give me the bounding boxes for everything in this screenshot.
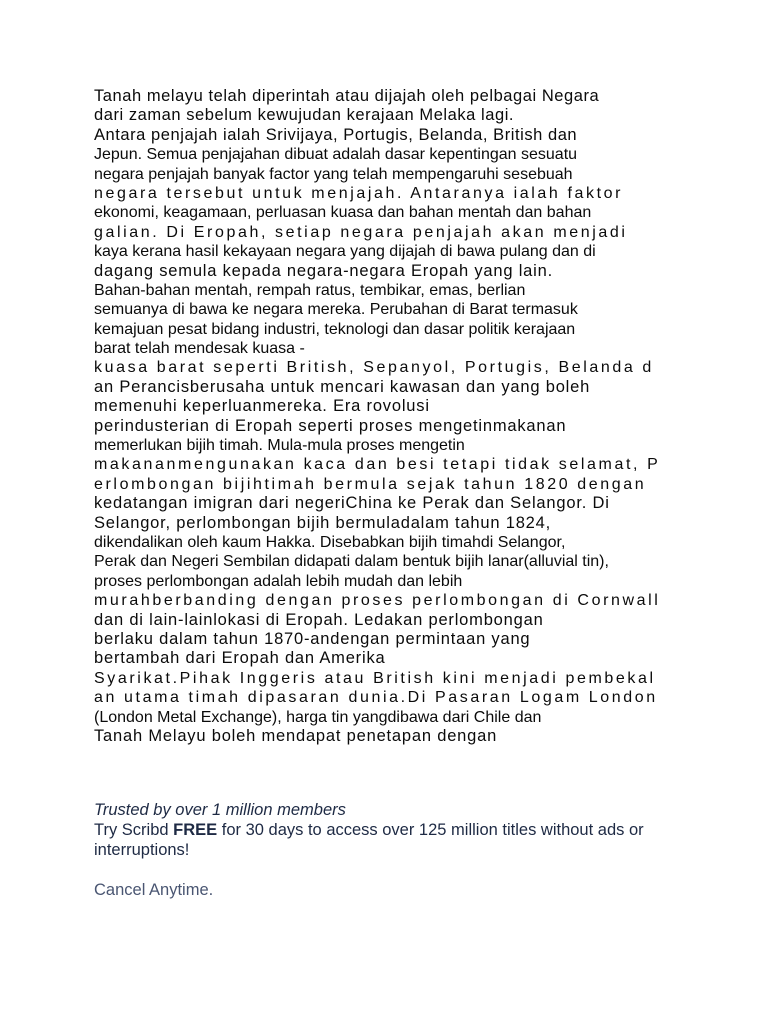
document-line: negara tersebut untuk menjajah. Antaranya ialah faktor	[94, 184, 624, 202]
document-line: murahberbanding dengan proses perlombongan di Cornwall	[94, 592, 661, 610]
document-line: bertambah dari Eropah dan Amerika	[94, 649, 386, 668]
document-line: an utama timah dipasaran dunia.Di Pasaran Logam London	[94, 689, 658, 707]
document-line: Tanah melayu telah diperintah atau dijajah oleh pelbagai Negara	[94, 87, 600, 105]
document-line: dan di lain-lainlokasi di Eropah. Ledakan perlombongan	[94, 610, 544, 629]
document-line: ekonomi, keagamaan, perluasan kuasa dan bahan mentah dan bahan	[94, 204, 592, 222]
document-line: dari zaman sebelum kewujudan kerajaan Melaka lagi.	[94, 106, 515, 125]
document-body	[94, 87, 684, 746]
document-line: erlombongan bijihtimah bermula sejak tahun 1820 dengan	[94, 475, 647, 493]
document-line: kuasa barat seperti British, Sepanyol, Portugis, Belanda d	[94, 359, 654, 377]
document-line: memenuhi keperluanmereka. Era rovolusi	[94, 397, 430, 416]
document-line: an Perancisberusaha untuk mencari kawasan dan yang boleh	[94, 377, 591, 396]
promo-headline: Trusted by over 1 million members	[94, 801, 346, 819]
promo-body-suffix: for 30 days to access over 125 million titles without ads or interruptions!	[94, 821, 644, 859]
document-line: Selangor, perlombongan bijih bermuladalam tahun 1824,	[94, 513, 552, 532]
document-line: memerlukan bijih timah. Mula-mula proses mengetin	[94, 437, 465, 455]
cancel-anytime-link[interactable]: Cancel Anytime.	[94, 881, 214, 899]
document-line: semuanya di bawa ke negara mereka. Perubahan di Barat termasuk	[94, 301, 578, 319]
promo-body	[94, 820, 734, 860]
document-line: Perak dan Negeri Sembilan didapati dalam bentuk bijih lanar(alluvial tin),	[94, 553, 609, 571]
document-line: dagang semula kepada negara-negara Eropah yang lain.	[94, 261, 553, 280]
document-line: kemajuan pesat bidang industri, teknologi dan dasar politik kerajaan	[94, 320, 576, 338]
document-line: perindusterian di Eropah seperti proses mengetinmakanan	[94, 416, 567, 435]
document-line: berlaku dalam tahun 1870-andengan permintaan yang	[94, 629, 531, 648]
document-line: galian. Di Eropah, setiap negara penjajah akan menjadi	[94, 223, 628, 241]
document-line: proses perlombongan adalah lebih mudah dan lebih	[94, 572, 463, 590]
document-line: Tanah Melayu boleh mendapat penetapan dengan	[94, 726, 498, 745]
document-line: kedatangan imigran dari negeriChina ke Perak dan Selangor. Di	[94, 494, 610, 513]
document-line: dikendalikan oleh kaum Hakka. Disebabkan bijih timahdi Selangor,	[94, 533, 566, 551]
document-line: barat telah mendesak kuasa -	[94, 340, 305, 358]
document-line: Antara penjajah ialah Srivijaya, Portugis, Belanda, British dan	[94, 125, 578, 144]
document-line: Bahan-bahan mentah, rempah ratus, tembikar, emas, berlian	[94, 281, 526, 299]
document-line: Syarikat.Pihak Inggeris atau British kini menjadi pembekal	[94, 669, 656, 687]
promo-free-label: FREE	[173, 821, 218, 839]
document-line: kaya kerana hasil kekayaan negara yang dijajah di bawa pulang dan di	[94, 243, 596, 261]
scribd-promo	[94, 800, 734, 900]
document-line: (London Metal Exchange), harga tin yangdibawa dari Chile dan	[94, 708, 542, 726]
promo-body-prefix: Try Scribd	[94, 821, 174, 839]
document-line: makananmengunakan kaca dan besi tetapi tidak selamat, P	[94, 456, 661, 474]
document-line: Jepun. Semua penjajahan dibuat adalah dasar kepentingan sesuatu	[94, 146, 578, 164]
document-line: negara penjajah banyak factor yang telah mempengaruhi sesebuah	[94, 165, 573, 183]
